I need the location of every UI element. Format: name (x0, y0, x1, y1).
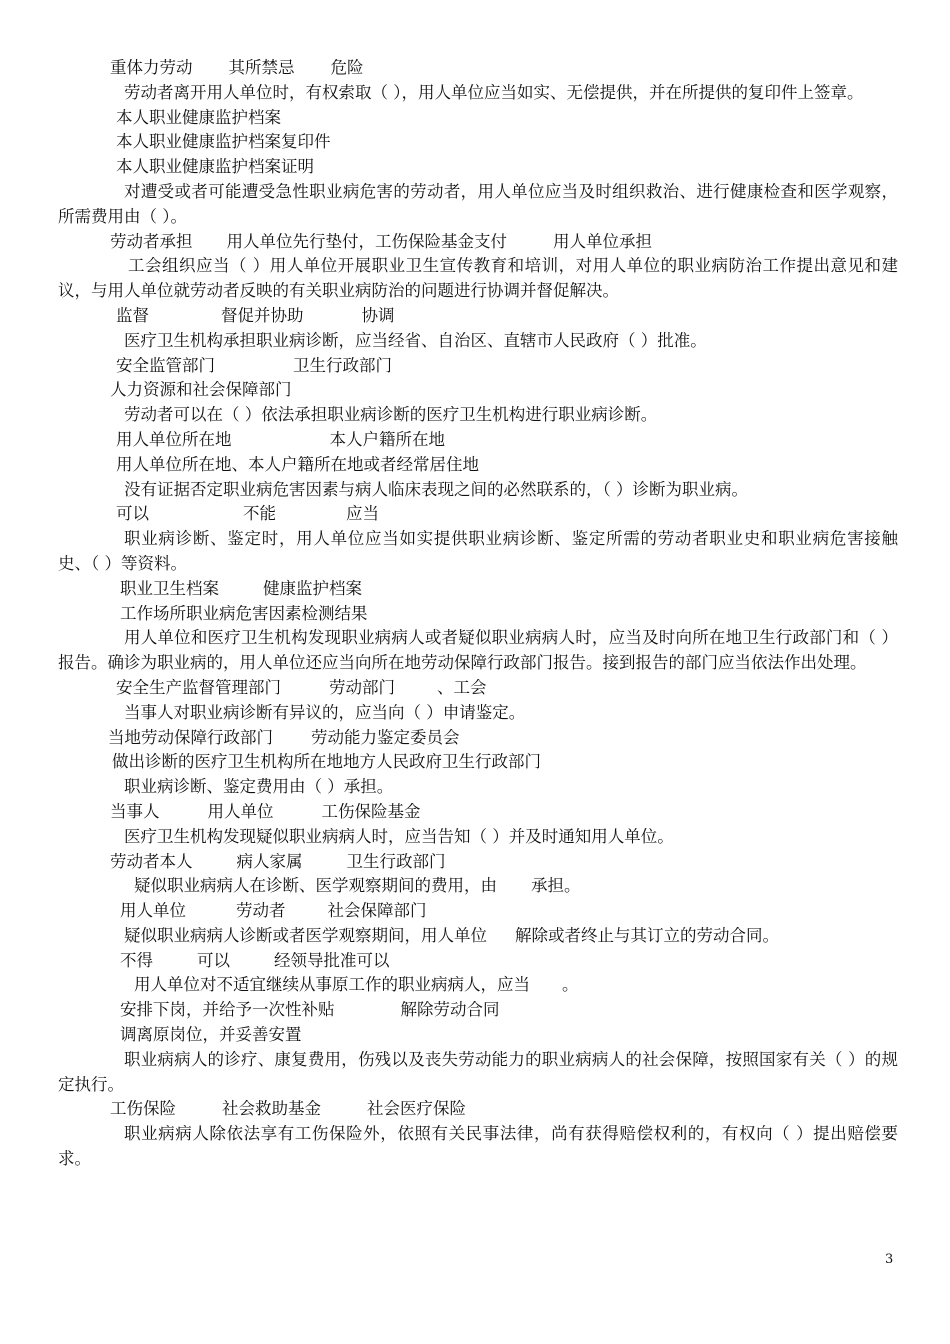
option-row (58, 825, 898, 850)
option-text: 用人单位先行垫付，工伤保险基金支付 (226, 231, 507, 251)
option-row (58, 106, 898, 131)
option-text: 应当 (346, 504, 379, 524)
option-text: 劳动者本人 (110, 851, 193, 871)
option-text: 工作场所职业病危害因素检测结果 (120, 603, 368, 623)
option-text: 本人职业健康监护档案证明 (116, 157, 314, 177)
option-text: 不能 (243, 504, 276, 524)
question-text: 用人单位和医疗卫生机构发现职业病病人或者疑似职业病病人时，应当及时向所在地卫生行政部门和（ ）报告。确诊为职业病的，用人单位还应当向所在地劳动保障行政部门报告。接到报告的部门应当依法作出处理。 (58, 628, 898, 673)
option-text: 健康监护档案 (263, 578, 362, 598)
option-text: 、工会 (437, 677, 487, 697)
option-row (58, 478, 898, 503)
option-row (58, 676, 898, 701)
option-text: 安全监管部门 (116, 355, 215, 375)
option-row (58, 354, 898, 379)
option-text: 协调 (361, 305, 395, 325)
option-row (58, 726, 898, 751)
document-body (58, 56, 898, 1172)
option-text: 安排下岗，并给予一次性补贴 (120, 1000, 335, 1020)
option-row (58, 230, 898, 255)
option-row (58, 329, 898, 354)
option-row (58, 502, 898, 527)
option-text: 当事人 (110, 801, 160, 821)
option-text: 卫生行政部门 (346, 851, 446, 871)
option-text: 监督 (116, 305, 149, 325)
option-row (58, 998, 898, 1023)
option-text: 调离原岗位，并妥善安置 (120, 1025, 302, 1045)
option-text: 医疗卫生机构承担职业病诊断，应当经省、自治区、直辖市人民政府（ ）批准。 (124, 330, 707, 350)
option-row (58, 1023, 898, 1048)
option-row (58, 577, 898, 602)
page-number: 3 (885, 1252, 894, 1267)
option-text: 工伤保险基金 (321, 801, 421, 821)
option-text: 劳动部门 (329, 677, 395, 697)
option-text: 劳动者可以在（ ）依法承担职业病诊断的医疗卫生机构进行职业病诊断。 (124, 405, 658, 425)
question-text: 职业病病人除依法享有工伤保险外，依照有关民事法律，尚有获得赔偿权利的，有权向（ ）提出赔偿要求。 (58, 1124, 898, 1169)
option-text: 危险 (330, 58, 364, 77)
option-text: 用人单位 (120, 901, 186, 921)
option-row (58, 56, 898, 81)
question-text: 对遭受或者可能遭受急性职业病危害的劳动者，用人单位应当及时组织救治、进行健康检查和医学观察，所需费用由（ ）。 (58, 181, 898, 226)
option-text: 本人职业健康监护档案 (116, 107, 281, 127)
option-row (58, 850, 898, 875)
option-text: 不得 (120, 950, 153, 970)
option-text: 经领导批准可以 (274, 950, 390, 970)
option-text: 承担。 (531, 876, 581, 896)
option-text: 人力资源和社会保障部门 (110, 380, 292, 400)
option-text: 重体力劳动 (110, 58, 193, 77)
option-text: 安全生产监督管理部门 (116, 677, 281, 697)
option-row (58, 701, 898, 726)
option-text: 用人单位承担 (553, 231, 652, 251)
option-text: 社会救助基金 (222, 1099, 321, 1119)
option-row (58, 403, 898, 428)
option-text: 职业卫生档案 (120, 578, 219, 598)
option-text: 没有证据否定职业病危害因素与病人临床表现之间的必然联系的，（ ）诊断为职业病。 (124, 479, 748, 499)
option-row (58, 949, 898, 974)
option-text: 本人户籍所在地 (329, 429, 445, 449)
option-text: 职业病诊断、鉴定费用由（ ）承担。 (124, 777, 394, 797)
option-text: 解除或者终止与其订立的劳动合同。 (515, 925, 779, 945)
option-text: 劳动者承担 (110, 231, 193, 251)
option-text: 劳动能力鉴定委员会 (311, 727, 460, 747)
option-text: 可以 (116, 504, 149, 524)
option-row (58, 800, 898, 825)
option-text: 病人家属 (236, 851, 303, 871)
option-row (58, 602, 898, 627)
option-row (58, 428, 898, 453)
question-text: 职业病病人的诊疗、康复费用，伤残以及丧失劳动能力的职业病病人的社会保障，按照国家有关（ ）的规定执行。 (58, 1049, 898, 1094)
question-text: 劳动者离开用人单位时，有权索取（ ），用人单位应当如实、无偿提供，并在所提供的复印件上签章。 (124, 82, 864, 102)
question-text: 职业病诊断、鉴定时，用人单位应当如实提供职业病诊断、鉴定所需的劳动者职业史和职业病危害接触史、（ ）等资料。 (58, 529, 898, 573)
option-text: 用人单位所在地、本人户籍所在地或者经常居住地 (116, 454, 479, 474)
option-text: 用人单位对不适宜继续从事原工作的职业病病人，应当 (134, 975, 530, 995)
option-text: 社会医疗保险 (367, 1099, 466, 1119)
option-text: 可以 (197, 950, 230, 970)
option-row (58, 750, 898, 775)
option-row (58, 130, 898, 155)
option-text: 卫生行政部门 (293, 355, 392, 375)
option-text: 工伤保险 (110, 1099, 176, 1119)
option-text: 医疗卫生机构发现疑似职业病病人时，应当告知（ ）并及时通知用人单位。 (124, 826, 674, 846)
option-row (58, 453, 898, 478)
option-row (58, 973, 898, 998)
option-text: 用人单位 (207, 801, 274, 821)
option-row (58, 1097, 898, 1122)
option-text: 解除劳动合同 (400, 1000, 500, 1020)
option-row (58, 304, 898, 329)
option-text: 疑似职业病病人诊断或者医学观察期间，用人单位 (124, 925, 487, 945)
option-row (58, 775, 898, 800)
option-text: 当地劳动保障行政部门 (108, 727, 273, 747)
option-text: 。 (562, 975, 579, 995)
option-text: 疑似职业病病人在诊断、医学观察期间的费用，由 (134, 876, 497, 896)
option-text: 督促并协助 (221, 305, 304, 325)
option-text: 其所禁忌 (228, 58, 295, 77)
option-row (58, 924, 898, 949)
question-text: 工会组织应当（ ）用人单位开展职业卫生宣传教育和培训，对用人单位的职业病防治工作提出意见和建议，与用人单位就劳动者反映的有关职业病防治的问题进行协调并督促解决。 (58, 256, 898, 301)
option-text: 用人单位所在地 (116, 429, 232, 449)
option-row (58, 155, 898, 180)
option-text: 做出诊断的医疗卫生机构所在地地方人民政府卫生行政部门 (112, 752, 541, 772)
option-row (58, 899, 898, 924)
option-text: 本人职业健康监护档案复印件 (116, 132, 331, 152)
option-text: 社会保障部门 (327, 901, 427, 921)
option-text: 当事人对职业病诊断有异议的，应当向（ ）申请鉴定。 (124, 702, 526, 722)
option-row (58, 378, 898, 403)
option-text: 劳动者 (236, 901, 286, 921)
option-row (58, 874, 898, 899)
